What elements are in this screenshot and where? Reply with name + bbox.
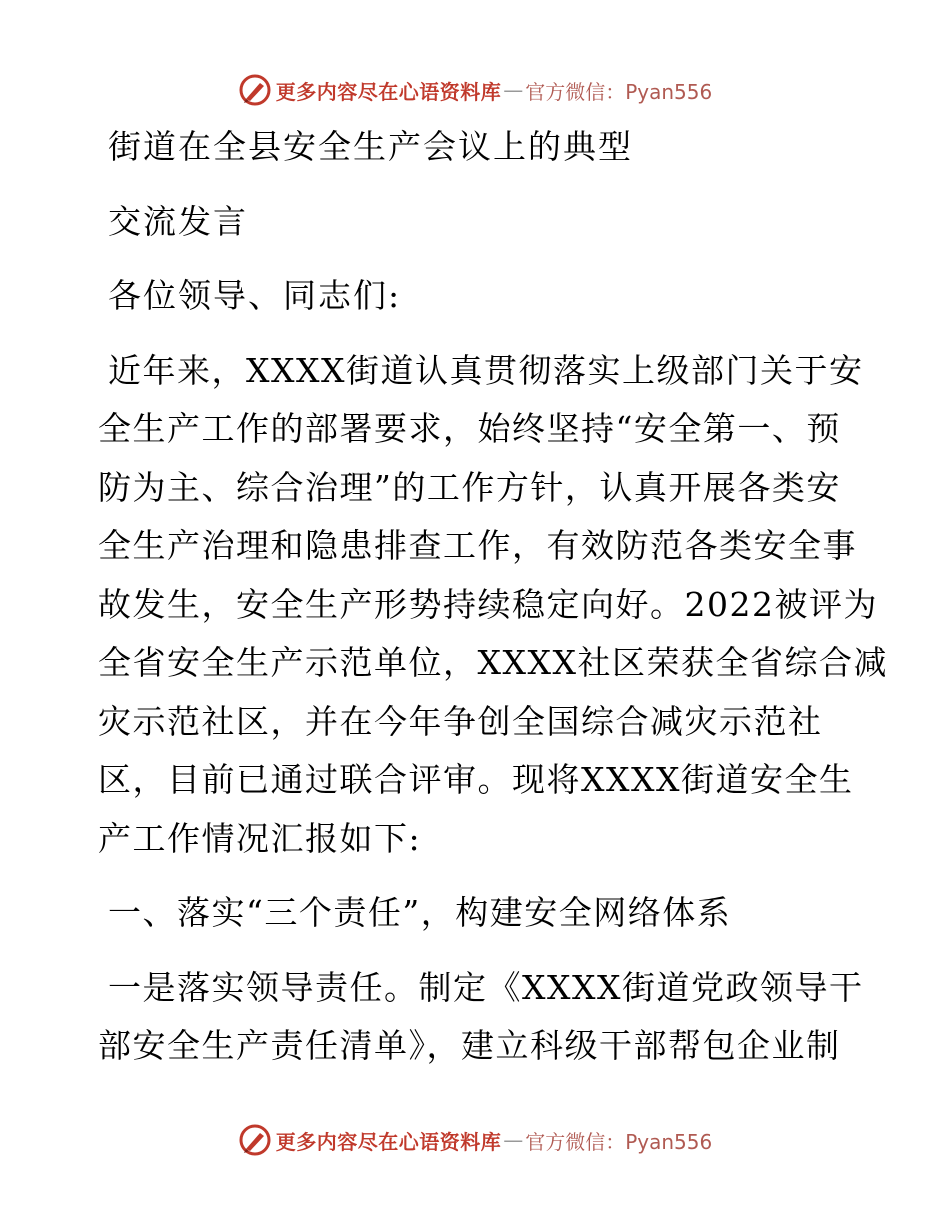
watermark-footer bbox=[0, 1120, 950, 1160]
intro-line: 灾示范社区，并在今年争创全国综合减灾示范社 bbox=[98, 701, 823, 741]
section-line: 部安全生产责任清单》，建立科级干部帮包企业制 bbox=[98, 1026, 841, 1065]
watermark-header bbox=[0, 70, 950, 110]
doc-title-line-1: 街道在全县安全生产会议上的典型 bbox=[108, 127, 633, 166]
intro-line: 区，目前已通过联合评审。现将XXXX街道安全生 bbox=[98, 760, 854, 799]
document-body bbox=[98, 118, 888, 1076]
intro-line: 全省安全生产示范单位，XXXX社区荣获全省综合减 bbox=[98, 643, 888, 682]
watermark-main-text: 更多内容尽在心语资料库 bbox=[275, 79, 502, 104]
intro-line: 故发生，安全生产形势持续稳定向好。2022被评为 bbox=[98, 584, 878, 624]
watermark-wechat-text: 官方微信：Pyan556 bbox=[525, 79, 713, 104]
intro-line: 近年来，XXXX街道认真贯彻落实上级部门关于安 bbox=[108, 350, 864, 390]
salutation: 各位领导、同志们: bbox=[108, 276, 402, 315]
doc-title-line-2: 交流发言 bbox=[108, 201, 248, 241]
intro-line: 防为主、综合治理”的工作方针，认真开展各类安 bbox=[98, 467, 841, 507]
section-paragraph bbox=[98, 959, 864, 1076]
section-heading: 一、落实“三个责任”，构建安全网络体系 bbox=[108, 893, 732, 932]
watermark-wechat-text: 官方微信：Pyan556 bbox=[525, 1129, 713, 1154]
watermark-main-text: 更多内容尽在心语资料库 bbox=[275, 1129, 502, 1154]
intro-line: 全生产治理和隐患排查工作，有效防范各类安全事 bbox=[98, 526, 857, 565]
pen-logo-icon bbox=[238, 1123, 272, 1157]
section-line: 一是落实领导责任。制定《XXXX街道党政领导干 bbox=[108, 967, 864, 1007]
watermark-dash: — bbox=[503, 78, 524, 102]
intro-line: 全生产工作的部署要求，始终坚持“安全第一、预 bbox=[98, 409, 841, 448]
pen-logo-icon bbox=[238, 73, 272, 107]
intro-line: 产工作情况汇报如下: bbox=[98, 818, 422, 858]
watermark-dash: — bbox=[503, 1128, 524, 1152]
intro-paragraph bbox=[98, 342, 888, 869]
